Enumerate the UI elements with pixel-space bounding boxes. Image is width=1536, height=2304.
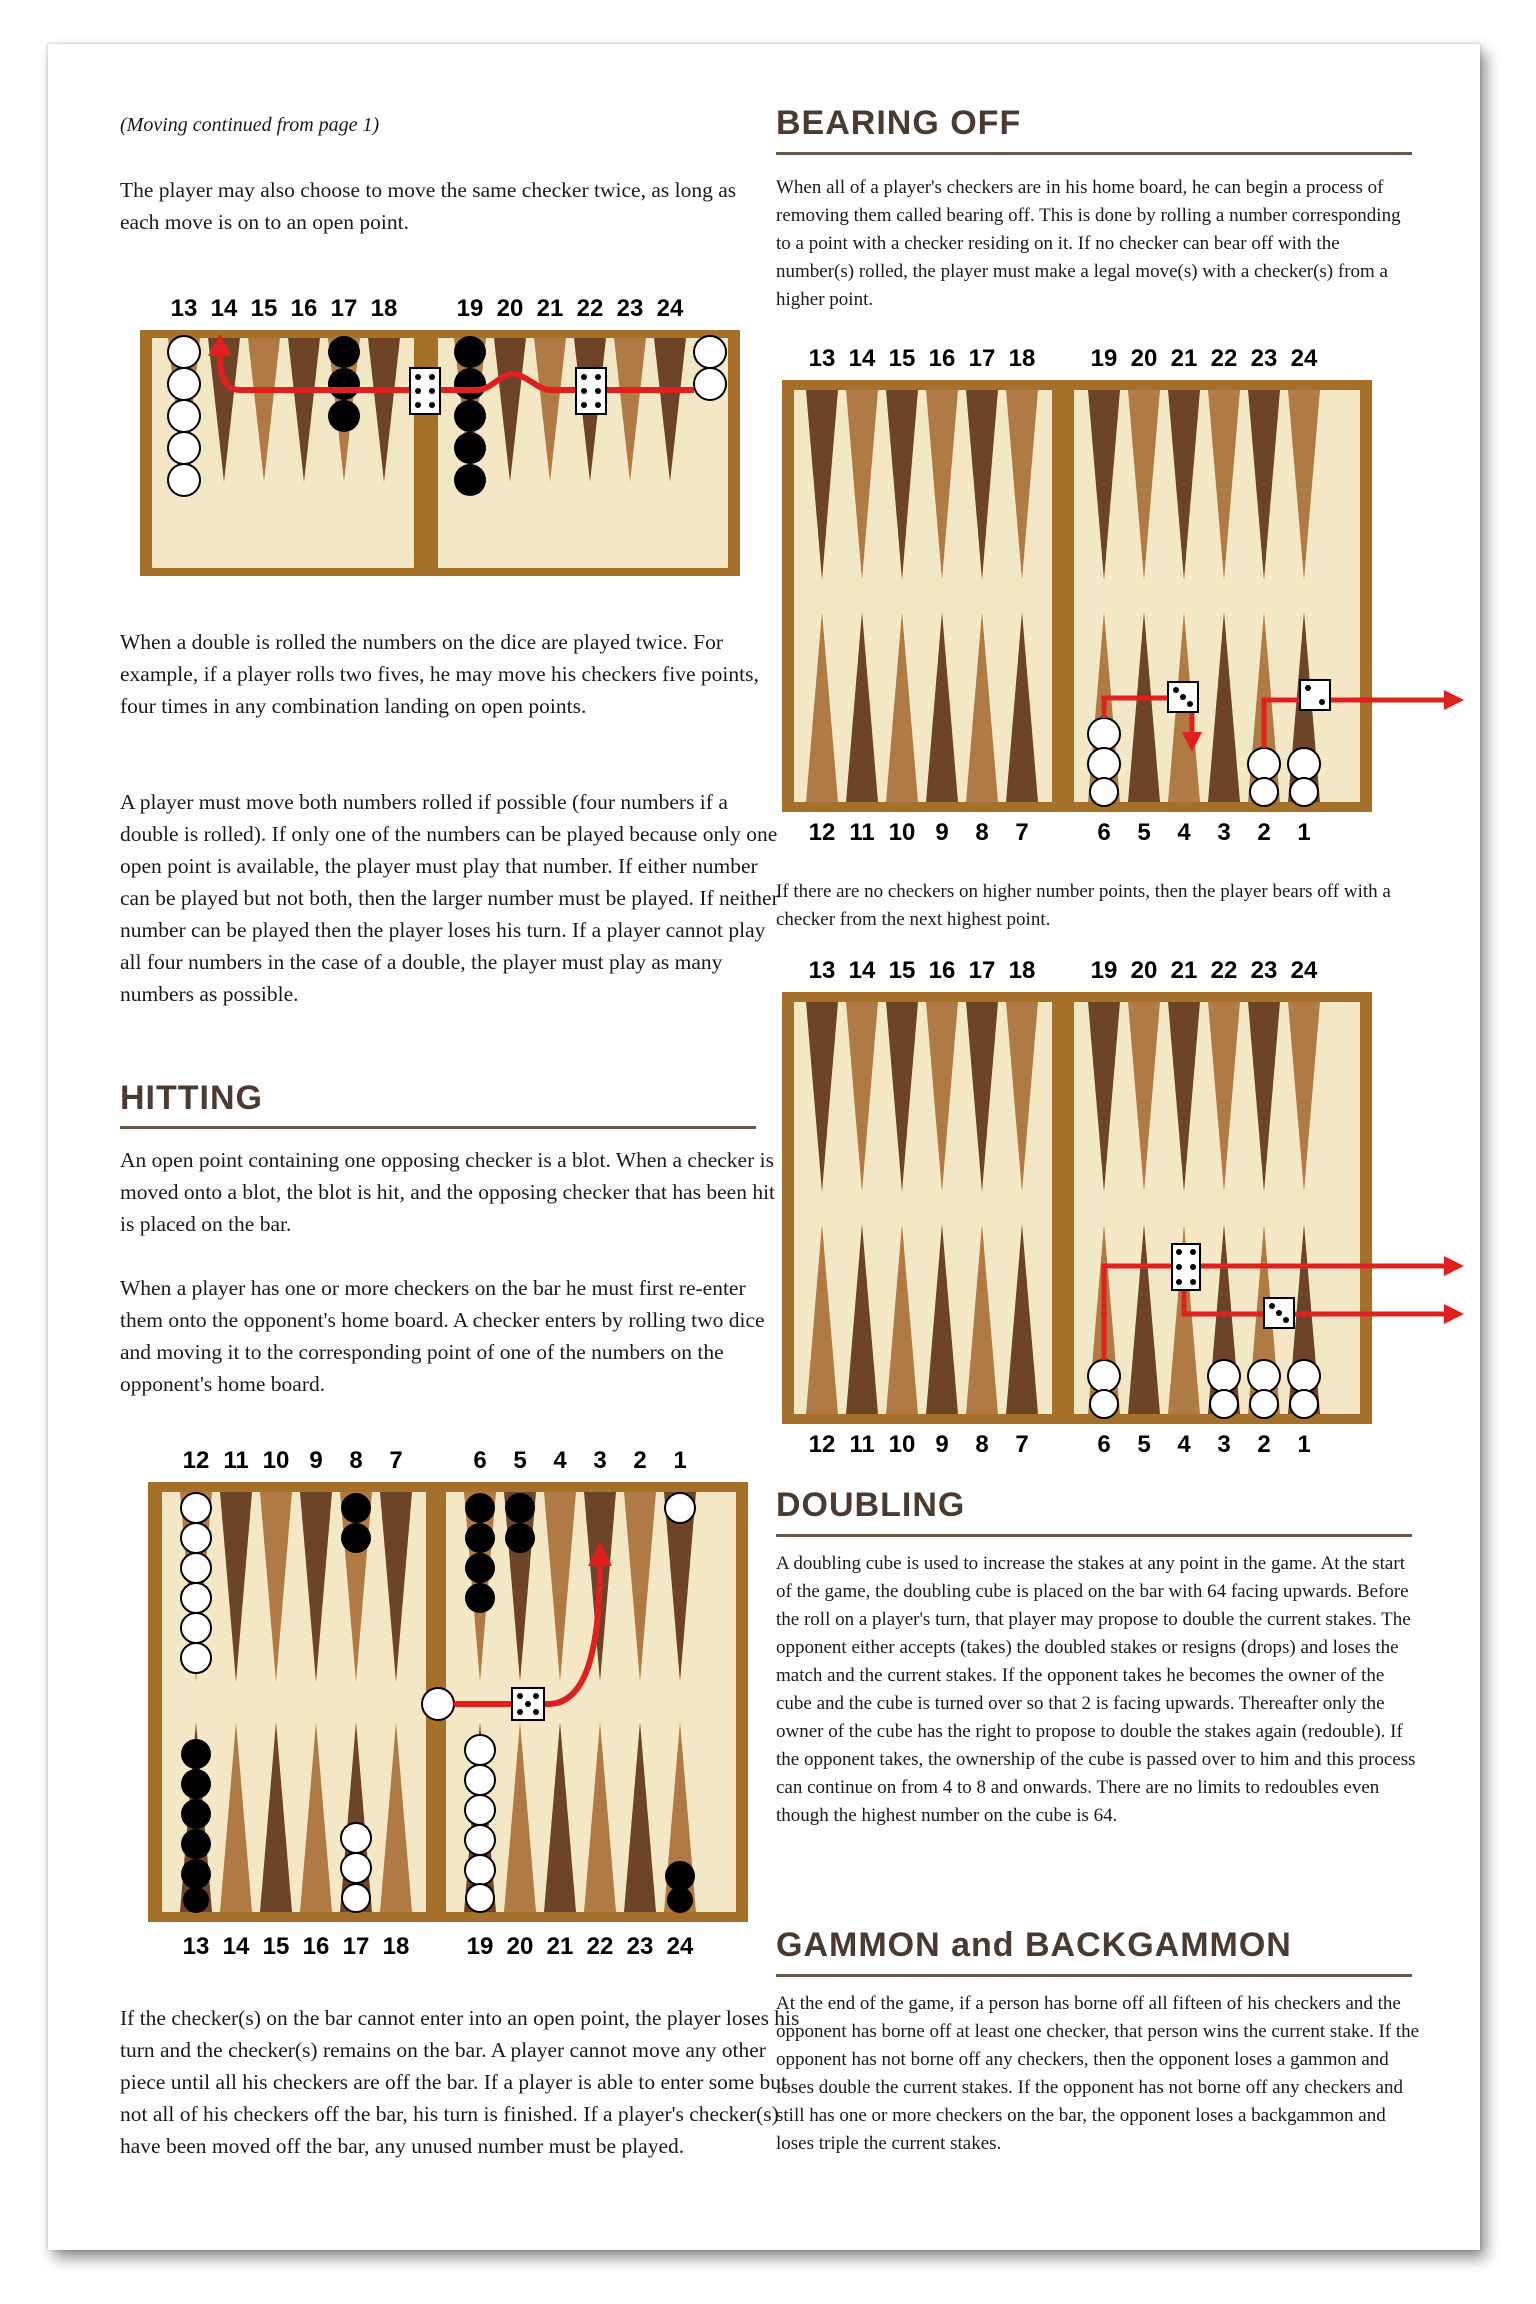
heading-rule bbox=[120, 1126, 756, 1129]
svg-text:13: 13 bbox=[808, 957, 836, 984]
svg-text:19: 19 bbox=[1090, 345, 1118, 372]
svg-text:23: 23 bbox=[626, 1933, 654, 1960]
paragraph-no-higher: If there are no checkers on higher number points, then the player bears off with a checker from the next highest point. bbox=[776, 881, 1391, 930]
svg-text:5: 5 bbox=[1137, 1431, 1151, 1458]
heading-hitting: HITTING bbox=[120, 1079, 263, 1117]
board2-top-labels bbox=[809, 345, 1318, 372]
svg-text:4: 4 bbox=[1177, 1431, 1191, 1458]
die-icon bbox=[576, 368, 606, 414]
svg-text:12: 12 bbox=[808, 1431, 836, 1458]
svg-text:6: 6 bbox=[1097, 1431, 1111, 1458]
svg-text:14: 14 bbox=[848, 957, 876, 984]
svg-text:9: 9 bbox=[935, 819, 949, 846]
svg-text:5: 5 bbox=[1137, 819, 1151, 846]
svg-text:24: 24 bbox=[1290, 345, 1318, 372]
svg-text:4: 4 bbox=[1177, 819, 1191, 846]
arrow-head bbox=[1444, 690, 1464, 710]
svg-text:7: 7 bbox=[1015, 819, 1029, 846]
svg-text:19: 19 bbox=[1090, 957, 1118, 984]
point-label: 19 bbox=[456, 295, 484, 322]
svg-text:20: 20 bbox=[1130, 345, 1158, 372]
svg-text:12: 12 bbox=[808, 819, 836, 846]
svg-text:10: 10 bbox=[888, 819, 916, 846]
svg-text:21: 21 bbox=[1170, 345, 1198, 372]
paragraph-bearing-off: When all of a player's checkers are in his home board, he can begin a process of removing them called bearing off. This is done by rolling a number corresponding to a point with a checker residing on it. If no checker can bear off with the number(s) rolled, the player must make a legal move(s) with a checker(s) from a higher point. bbox=[776, 177, 1401, 310]
paragraph-doubling: A doubling cube is used to increase the stakes at any point in the game. At the start of the game, the doubling cube is placed on the bar with 64 facing upwards. Before the roll on a player's turn, that player may propose to double the current stakes. The opponent either accepts (takes) the doubled stakes or resigns (drops) and loses the match and the current stakes. If the opponent takes he becomes the owner of the cube and the cube is turned over so that 2 is facing upwards. Thereafter only the owner of the cube has the right to propose to double the stakes again (redouble). If the opponent takes, the ownership of the cube is passed over to him and this process can continue on from 4 to 8 and onwards. There are no limits to redoubles even though the highest number on the cube is 64. bbox=[776, 1553, 1416, 1826]
paragraph-blot: An open point containing one opposing checker is a blot. When a checker is moved onto a blot, the blot is hit, and the opposing checker that has been hit is placed on the bar. bbox=[120, 1148, 776, 1236]
point-label: 14 bbox=[210, 295, 238, 322]
svg-text:9: 9 bbox=[935, 1431, 949, 1458]
heading-doubling: DOUBLING bbox=[776, 1486, 966, 1524]
point-label: 15 bbox=[250, 295, 278, 322]
board3-top-labels bbox=[809, 957, 1318, 984]
svg-text:6: 6 bbox=[1097, 819, 1111, 846]
svg-text:20: 20 bbox=[1130, 957, 1158, 984]
svg-text:11: 11 bbox=[223, 1447, 249, 1474]
point-label: 21 bbox=[536, 295, 564, 322]
die-icon bbox=[1264, 1298, 1294, 1328]
svg-text:10: 10 bbox=[888, 1431, 916, 1458]
svg-text:15: 15 bbox=[888, 345, 916, 372]
svg-text:1: 1 bbox=[673, 1447, 687, 1474]
die-icon bbox=[410, 368, 440, 414]
svg-text:24: 24 bbox=[666, 1933, 694, 1960]
board4-bottom-labels bbox=[183, 1933, 694, 1960]
svg-text:2: 2 bbox=[1257, 819, 1271, 846]
svg-text:11: 11 bbox=[849, 819, 875, 846]
document-page bbox=[48, 44, 1480, 2250]
point-label: 20 bbox=[496, 295, 524, 322]
point-label: 13 bbox=[170, 295, 198, 322]
paragraph-move-twice: The player may also choose to move the same checker twice, as long as each move is on to an open point. bbox=[120, 178, 737, 234]
heading-rule bbox=[776, 1974, 1412, 1977]
svg-text:21: 21 bbox=[1170, 957, 1198, 984]
svg-text:9: 9 bbox=[309, 1447, 323, 1474]
point-label: 23 bbox=[616, 295, 644, 322]
svg-text:16: 16 bbox=[302, 1933, 330, 1960]
svg-text:2: 2 bbox=[1257, 1431, 1271, 1458]
svg-text:18: 18 bbox=[1008, 957, 1036, 984]
heading-rule bbox=[776, 1534, 1412, 1537]
board-bearing-off-higher bbox=[768, 952, 1468, 1462]
svg-text:20: 20 bbox=[506, 1933, 534, 1960]
svg-text:10: 10 bbox=[262, 1447, 290, 1474]
svg-text:8: 8 bbox=[975, 1431, 989, 1458]
heading-rule bbox=[776, 152, 1412, 155]
board-move-twice bbox=[120, 292, 760, 582]
svg-text:14: 14 bbox=[848, 345, 876, 372]
board2-bottom-labels bbox=[809, 819, 1311, 846]
die-icon bbox=[1172, 1244, 1200, 1290]
continued-note: (Moving continued from page 1) bbox=[120, 114, 380, 136]
paragraph-bar: When a player has one or more checkers on the bar he must first re-enter them onto the opponent's home board. A checker enters by rolling two dice and moving it to the corresponding point of one of the numbers on the opponent's home board. bbox=[120, 1276, 765, 1396]
svg-text:18: 18 bbox=[1008, 345, 1036, 372]
svg-text:14: 14 bbox=[222, 1933, 250, 1960]
svg-text:16: 16 bbox=[928, 345, 956, 372]
svg-text:3: 3 bbox=[593, 1447, 607, 1474]
svg-text:5: 5 bbox=[513, 1447, 527, 1474]
point-label: 22 bbox=[576, 295, 604, 322]
svg-text:8: 8 bbox=[975, 819, 989, 846]
svg-text:12: 12 bbox=[182, 1447, 210, 1474]
paragraph-double-roll: When a double is rolled the numbers on the dice are played twice. For example, if a player rolls two fives, he may move his checkers five points, four times in any combination landing on open points. bbox=[120, 630, 759, 718]
heading-bearing-off: BEARING OFF bbox=[776, 104, 1022, 142]
svg-text:19: 19 bbox=[466, 1933, 494, 1960]
board3-bottom-labels bbox=[809, 1431, 1311, 1458]
point-label: 24 bbox=[656, 295, 684, 322]
svg-text:11: 11 bbox=[849, 1431, 875, 1458]
arrow-head bbox=[1444, 1256, 1464, 1276]
svg-text:8: 8 bbox=[349, 1447, 363, 1474]
svg-text:23: 23 bbox=[1250, 957, 1278, 984]
svg-text:13: 13 bbox=[808, 345, 836, 372]
svg-text:22: 22 bbox=[1210, 957, 1238, 984]
point-label: 18 bbox=[370, 295, 398, 322]
svg-text:21: 21 bbox=[546, 1933, 574, 1960]
paragraph-cannot-enter: If the checker(s) on the bar cannot enter into an open point, the player loses his turn and the checker(s) remains on the bar. A player cannot move any other piece until all his checkers are off the bar. If a player is able to enter some but not all of his checkers off the bar, his turn is finished. If a player's checker(s) have been moved off the bar, any unused number must be played. bbox=[120, 2006, 800, 2158]
heading-gammon: GAMMON and BACKGAMMON bbox=[776, 1926, 1292, 1964]
svg-text:13: 13 bbox=[182, 1933, 210, 1960]
svg-text:2: 2 bbox=[633, 1447, 647, 1474]
board-hitting bbox=[128, 1442, 768, 1974]
svg-text:1: 1 bbox=[1297, 1431, 1311, 1458]
die-icon bbox=[1300, 680, 1330, 710]
svg-text:4: 4 bbox=[553, 1447, 567, 1474]
svg-text:22: 22 bbox=[586, 1933, 614, 1960]
svg-text:7: 7 bbox=[1015, 1431, 1029, 1458]
svg-text:24: 24 bbox=[1290, 957, 1318, 984]
svg-text:6: 6 bbox=[473, 1447, 487, 1474]
die-icon bbox=[512, 1688, 544, 1720]
bar-checker bbox=[422, 1688, 454, 1720]
board1-labels bbox=[171, 295, 684, 322]
board-bearing-off bbox=[768, 340, 1468, 850]
svg-text:7: 7 bbox=[389, 1447, 403, 1474]
point-label: 17 bbox=[330, 295, 358, 322]
svg-text:15: 15 bbox=[888, 957, 916, 984]
arrow-head bbox=[1444, 1304, 1464, 1324]
svg-text:23: 23 bbox=[1250, 345, 1278, 372]
svg-text:3: 3 bbox=[1217, 819, 1231, 846]
svg-text:3: 3 bbox=[1217, 1431, 1231, 1458]
svg-text:17: 17 bbox=[342, 1933, 370, 1960]
svg-text:18: 18 bbox=[382, 1933, 410, 1960]
svg-text:22: 22 bbox=[1210, 345, 1238, 372]
svg-text:16: 16 bbox=[928, 957, 956, 984]
board4-top-labels bbox=[183, 1447, 687, 1474]
paragraph-gammon: At the end of the game, if a person has borne off all fifteen of his checkers and the opponent has borne off at least one checker, that person wins the current stake. If the opponent has not borne off any checkers, then the opponent loses a gammon and loses double the current stakes. If the opponent has not borne off any checkers and still has one or more checkers on the bar, the opponent loses a backgammon and loses triple the current stakes. bbox=[776, 1993, 1420, 2154]
svg-text:17: 17 bbox=[968, 345, 996, 372]
svg-text:17: 17 bbox=[968, 957, 996, 984]
svg-text:15: 15 bbox=[262, 1933, 290, 1960]
point-label: 16 bbox=[290, 295, 318, 322]
die-icon bbox=[1168, 682, 1198, 712]
svg-text:1: 1 bbox=[1297, 819, 1311, 846]
paragraph-must-move: A player must move both numbers rolled if possible (four numbers if a double is rolled). If only one of the numbers can be played because only one open point is available, the player must play that number. If either number can be played but not both, then the larger number must be played. If neither number can be played then the player loses his turn. If a player cannot play all four numbers in the case of a double, the player must play as many numbers as possible. bbox=[120, 790, 779, 1006]
